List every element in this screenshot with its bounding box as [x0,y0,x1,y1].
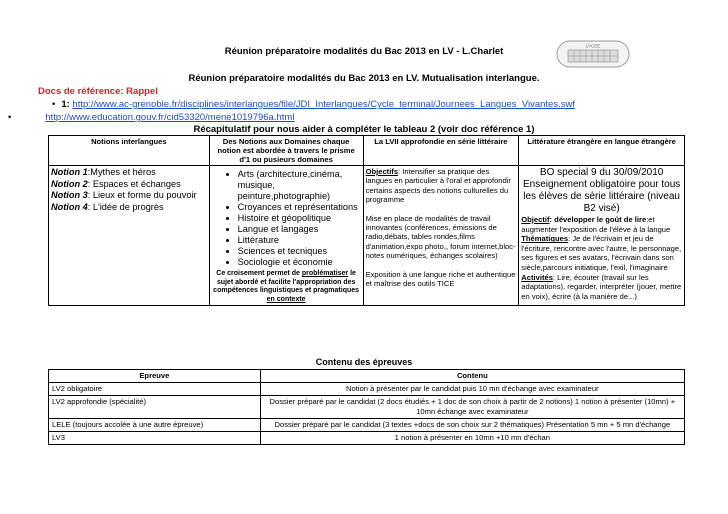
school-logo-image [556,40,630,68]
lvii-objectifs: Objectifs: Intensifier sa pratique des langues en particulier à l'oral et approfondir certains aspects des notions culturelles du programme [365,167,511,205]
lvii-exposition: Exposition à une langue riche et authentique et maîtrise des outils TICE [365,269,516,289]
header-lvii: La LVII approfondie en série littéraire [363,136,519,166]
bullet-icon: • [8,112,12,123]
link1-number: 1: [61,99,70,110]
notion-3: Notion 3: Lieux et forme du pouvoir [51,190,197,200]
notions-table [48,135,685,306]
reference-link-2[interactable]: http://www.education.gouv.fr/cid53320/mene1019796a.html [45,112,295,123]
table-row [49,432,685,445]
lvii-cell [363,166,519,306]
docs-reference-label: Docs de référence: Rappel [38,86,158,97]
notion-1: Notion 1:Mythes et héros [51,167,156,177]
litterature-cell [519,166,685,306]
epreuves-header-row [49,370,685,383]
contenu-title: Contenu des épreuves [315,357,413,367]
contenu-cell: Notion à présenter par le candidat puis 10 mn d'échange avec examinateur [260,383,684,396]
header-title: Réunion préparatoire modalités du Bac 2013 en LV - L.Charlet [224,46,504,57]
domain-item: • Croyances et représentations [238,202,361,213]
page-subtitle: Réunion préparatoire modalités du Bac 2013 en LV. Mutualisation interlangue. [188,73,540,84]
table-row [49,383,685,396]
contenu-cell: 1 notion à présenter en 10mn +10 mn d'échan [260,432,684,445]
notion-2: Notion 2: Espaces et échanges [51,178,181,189]
domain-item: • Sciences et tecniques [238,246,361,257]
domains-list [212,169,361,268]
litterature-bo: BO special 9 du 30/09/2010 Enseignement obligatoire pour tous les élèves de série littéraire (niveau B2 visé) [522,167,681,214]
domain-item: • Arts (architecture,cinéma, musique, peinture,photographie) [238,169,361,202]
epreuves-table [48,369,685,445]
epreuve-cell: LV2 obligatoire [49,383,261,396]
domain-item: • Littérature [238,235,361,246]
epreuve-cell: LELE (toujours accolée à une autre épreuve) [49,419,261,432]
logo-text: LYCÉE [585,43,601,49]
domain-item: • Histoire et géopolitique [238,213,361,224]
notion-4: Notion 4: L'idée de progrès [51,201,164,212]
reference-link-row-2 [8,112,295,123]
header-notions: Notions interlangues [49,136,210,166]
litterature-objectif: Objectif: développer le goût de lire:et augmenter l'exposition de l'élève à la langue [521,215,671,234]
header-epreuve: Epreuve [49,370,261,383]
contenu-cell: Dossier préparé par le candidat (2 docs étudiés + 1 doc de son choix à partir de 2 notions) 1 notion à présenter (10mn) + 10mn échange avec examinateur [260,396,684,419]
epreuve-cell: LV2 approfondie (spécialité) [49,396,261,419]
contenu-cell: Dossier préparé par le candidat (3 textes +docs de son choix sur 2 thématiques) Présentation 5 mn + 5 mn d'échange [260,419,684,432]
header-litterature: Littérature étrangère en langue étrangère [519,136,685,166]
recap-title: Récapitulatif pour nous aider à compléter le tableau 2 (voir doc référence 1) [193,124,535,135]
domains-note: Ce croisement permet de problématiser le sujet abordé et facilite l'appropriation des compétences linguistiques et pragmatiques en contexte [213,270,360,303]
lvii-mise-en-place: Mise en place de modalités de travail innovantes (conférences, émissions de radio,débats, tables rondes,films d'animation,expo photo,, forum internet,bloc-notes numériques, échanges scolaires) [365,213,516,261]
litterature-activites: Activités: Lire, écouter (travail sur les adaptations), regarder, interpréter (jouer, mettre en voix), écrire (à la manière de...) [521,272,682,301]
litterature-thematiques: Thématiques: Je de l'écrivain et jeu de l'écriture, rencontre avec l'autre, le personnage, ses figures et ses avatars, l'écrivain dans son siècle,parcours initiatique, l'exil, l'imaginaire [521,234,682,272]
header-contenu: Contenu [260,370,684,383]
reference-link-row-1 [52,99,575,110]
notions-table-row [49,166,685,306]
domain-item: • Sociologie et économie [238,257,361,268]
bullet-icon: • [52,99,56,110]
notions-cell [49,166,210,306]
header-domaines: Des Notions aux Domaines chaque notion est abordée à travers le prisme d'1 ou pusieurs domaines [209,136,363,166]
domain-item: • Langue et langages [238,224,361,235]
reference-link-1[interactable]: http://www.ac-grenoble.fr/disciplines/interlangues/file/JDI_Interlangues/Cycle_terminal/Journees_Langues_Vivantes.swf [72,99,575,110]
domains-cell [209,166,363,306]
notions-table-header-row [49,136,685,166]
epreuve-cell: LV3 [49,432,261,445]
table-row [49,396,685,419]
table-row [49,419,685,432]
